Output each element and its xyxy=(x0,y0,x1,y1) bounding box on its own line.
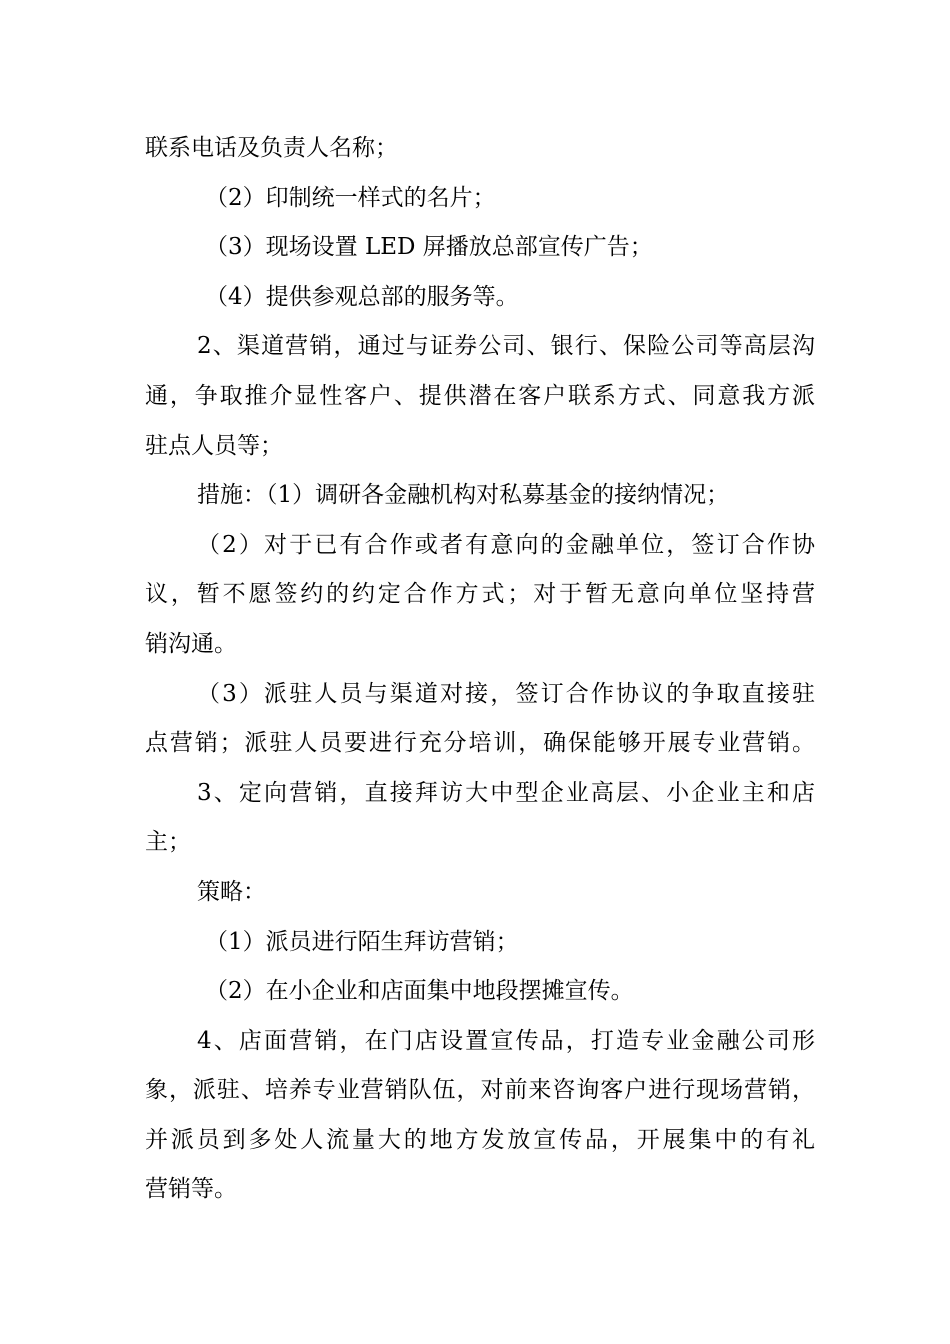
text-line: （3）派驻人员与渠道对接，签订合作协议的争取直接驻 xyxy=(197,680,815,707)
text-line: 驻点人员等； xyxy=(145,432,283,459)
text-line: 议，暂不愿签约的约定合作方式；对于暂无意向单位坚持营 xyxy=(145,581,815,608)
text-line: 通，争取推介显性客户、提供潜在客户联系方式、同意我方派 xyxy=(145,382,815,409)
text-line: 并派员到多处人流量大的地方发放宣传品，开展集中的有礼 xyxy=(145,1126,815,1153)
document-body xyxy=(145,124,815,1215)
text-line: 4、店面营销，在门店设置宣传品，打造专业金融公司形 xyxy=(197,1027,815,1054)
text-line: （4）提供参观总部的服务等。 xyxy=(205,283,519,310)
text-line: （2）在小企业和店面集中地段摆摊宣传。 xyxy=(205,978,634,1005)
text-line: 点营销；派驻人员要进行充分培训，确保能够开展专业营销。 xyxy=(145,730,815,757)
text-line: 销沟通。 xyxy=(145,630,237,657)
text-line: （2）印制统一样式的名片； xyxy=(205,184,496,211)
text-line: 3、定向营销，直接拜访大中型企业高层、小企业主和店 xyxy=(197,779,815,806)
text-line: （1）派员进行陌生拜访营销； xyxy=(205,928,519,955)
text-line: 营销等。 xyxy=(145,1176,237,1203)
text-line: 主； xyxy=(145,829,191,856)
text-line: 2、渠道营销，通过与证券公司、银行、保险公司等高层沟 xyxy=(197,333,815,360)
text-line: 联系电话及负责人名称； xyxy=(145,135,398,161)
text-line: 象，派驻、培养专业营销队伍，对前来咨询客户进行现场营销， xyxy=(145,1077,815,1104)
text-line: （2）对于已有合作或者有意向的金融单位，签订合作协 xyxy=(197,531,815,558)
text-line: （3）现场设置 LED 屏播放总部宣传广告； xyxy=(205,234,653,261)
text-line: 策略： xyxy=(197,878,266,905)
text-line: 措施：（1）调研各金融机构对私募基金的接纳情况； xyxy=(197,482,730,509)
